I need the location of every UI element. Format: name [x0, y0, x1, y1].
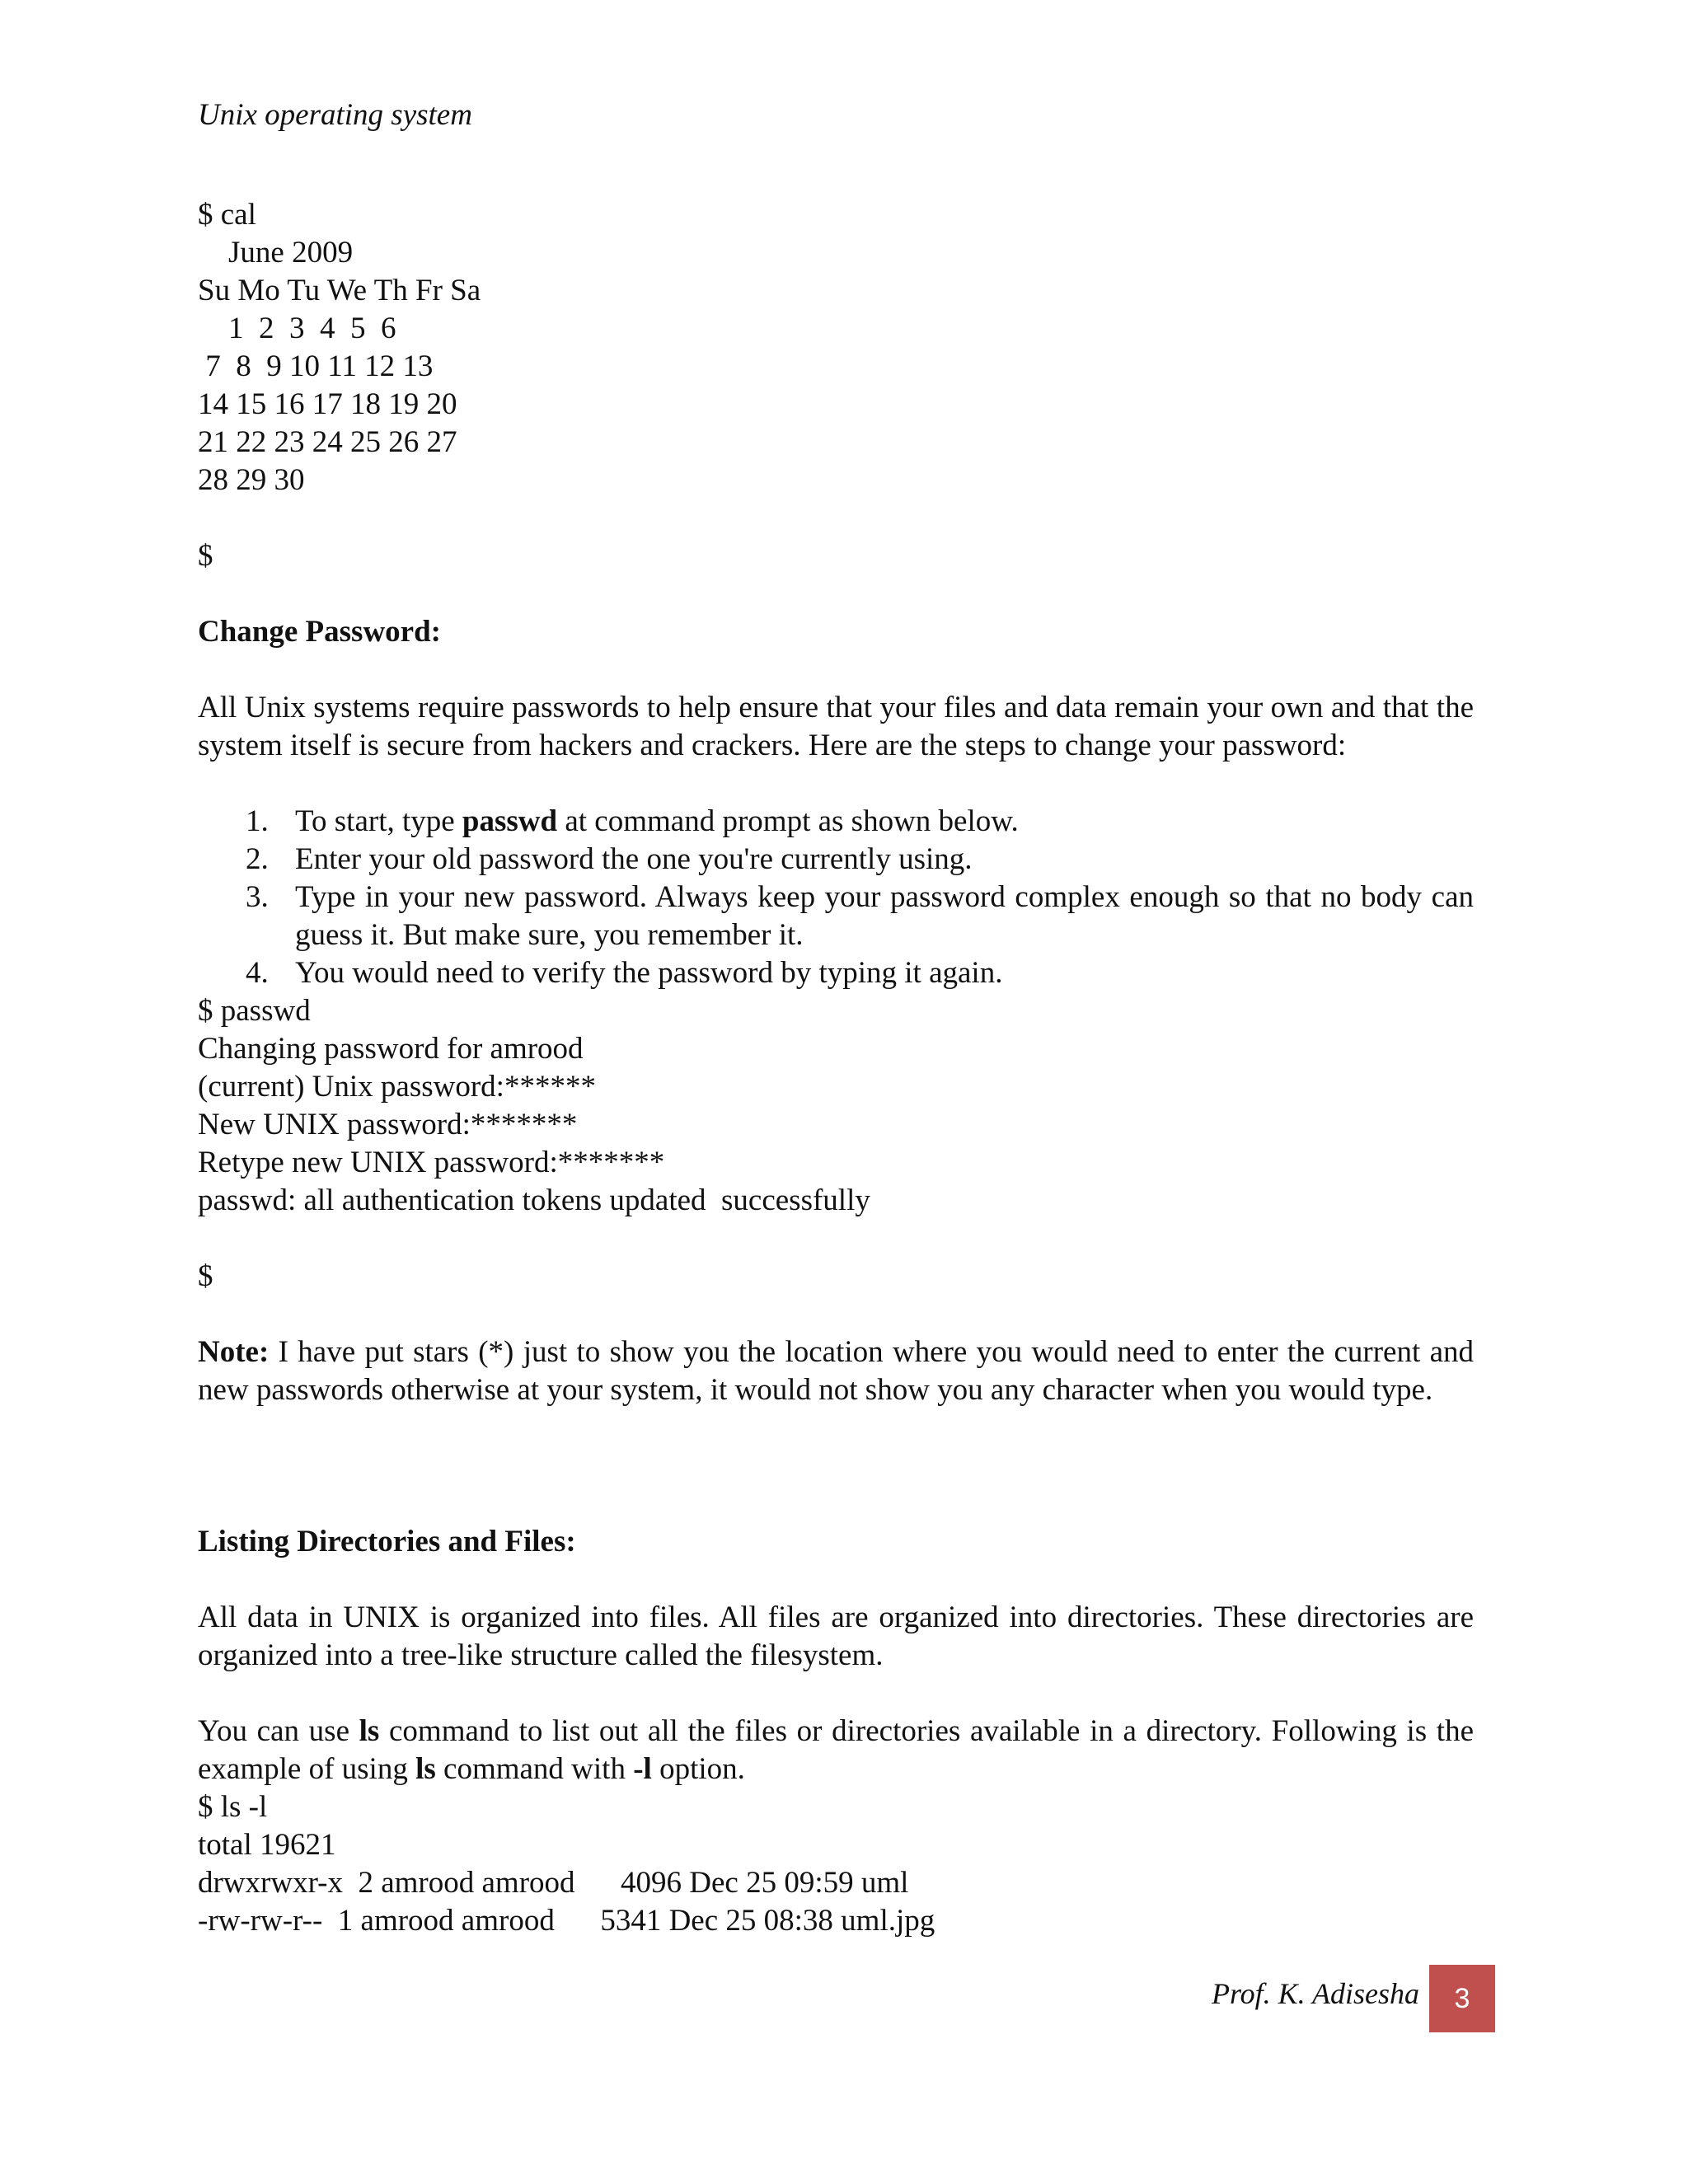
paragraph: [198, 1713, 1474, 1788]
terminal-line: [198, 1220, 1474, 1258]
cal-line: [198, 499, 1474, 537]
paragraph: All Unix systems require passwords to help ensure that your files and data remain your own and that the system itself is secure from hackers and crackers. Here are the steps to change your password:: [198, 691, 1474, 762]
note-label: Note:: [198, 1335, 270, 1369]
paragraph: All data in UNIX is organized into files. All files are organized into directories. These directories are organized into a tree-like structure called the filesystem.: [198, 1601, 1474, 1672]
running-header: Unix operating system: [198, 98, 472, 132]
terminal-line: Changing password for amrood: [198, 1032, 584, 1066]
text-run: command with: [435, 1752, 634, 1786]
text-run: You can use: [198, 1714, 359, 1748]
command-name: ls: [359, 1714, 380, 1748]
cal-line: Su Mo Tu We Th Fr Sa: [198, 274, 481, 307]
list-text-bold: passwd: [462, 804, 558, 838]
list-item: [198, 841, 1474, 879]
list-text: Type in your new password. Always keep your password complex enough so that no body can guess it. But make sure, you remember it.: [295, 880, 1474, 952]
steps-list: [198, 803, 1474, 992]
list-text: You would need to verify the password by typing it again.: [295, 956, 1003, 990]
page-number-badge: 3: [1429, 1965, 1495, 2032]
command-name: ls: [415, 1752, 436, 1786]
list-number: 1.: [246, 804, 269, 838]
text-run: option.: [651, 1752, 745, 1786]
list-number: 4.: [246, 956, 269, 990]
terminal-line: Retype new UNIX password:*******: [198, 1146, 665, 1179]
terminal-line: New UNIX password:*******: [198, 1108, 578, 1141]
terminal-line: (current) Unix password:******: [198, 1070, 596, 1104]
terminal-line: passwd: all authentication tokens updated successfully: [198, 1183, 870, 1217]
list-text: To start, type: [295, 804, 462, 838]
cal-line: 21 22 23 24 25 26 27: [198, 425, 457, 459]
terminal-line: drwxrwxr-x 2 amrood amrood 4096 Dec 25 09:59 uml: [198, 1866, 909, 1900]
terminal-line: $ passwd: [198, 994, 311, 1028]
cal-line: 28 29 30: [198, 463, 305, 497]
terminal-line: -rw-rw-r-- 1 amrood amrood 5341 Dec 25 08:38 uml.jpg: [198, 1904, 935, 1938]
cal-line: $ cal: [198, 198, 256, 232]
cal-line: $: [198, 539, 213, 573]
footer-author: Prof. K. Adisesha: [1212, 1977, 1420, 2010]
change-password-section: [198, 613, 1474, 1409]
terminal-line: $: [198, 1259, 213, 1293]
text-run: command to list out all the files or directories available in a directory. Following is the example of using: [198, 1714, 1475, 1786]
terminal-line: total 19621: [198, 1828, 336, 1862]
cal-output: [198, 196, 1474, 575]
list-text: Enter your old password the one you're currently using.: [295, 842, 973, 876]
list-text: at command prompt as shown below.: [557, 804, 1019, 838]
list-item: [198, 879, 1474, 954]
cal-line: June 2009: [198, 236, 354, 269]
section-heading: Change Password:: [198, 615, 441, 649]
note-text: I have put stars (*) just to show you the location where you would need to enter the current and new passwords otherwise at your system, it would not show you any character when you would type.: [198, 1335, 1474, 1407]
list-number: 2.: [246, 842, 269, 876]
command-option: -l: [633, 1752, 652, 1786]
cal-line: 1 2 3 4 5 6: [198, 312, 396, 345]
list-item: [198, 803, 1474, 841]
listing-section: [198, 1523, 1474, 1940]
cal-line: 7 8 9 10 11 12 13: [198, 349, 434, 383]
list-number: 3.: [246, 880, 269, 914]
terminal-line: $ ls -l: [198, 1790, 268, 1824]
list-item: [198, 954, 1474, 992]
section-heading: Listing Directories and Files:: [198, 1525, 576, 1558]
note-paragraph: [198, 1333, 1474, 1409]
cal-line: 14 15 16 17 18 19 20: [198, 387, 457, 421]
